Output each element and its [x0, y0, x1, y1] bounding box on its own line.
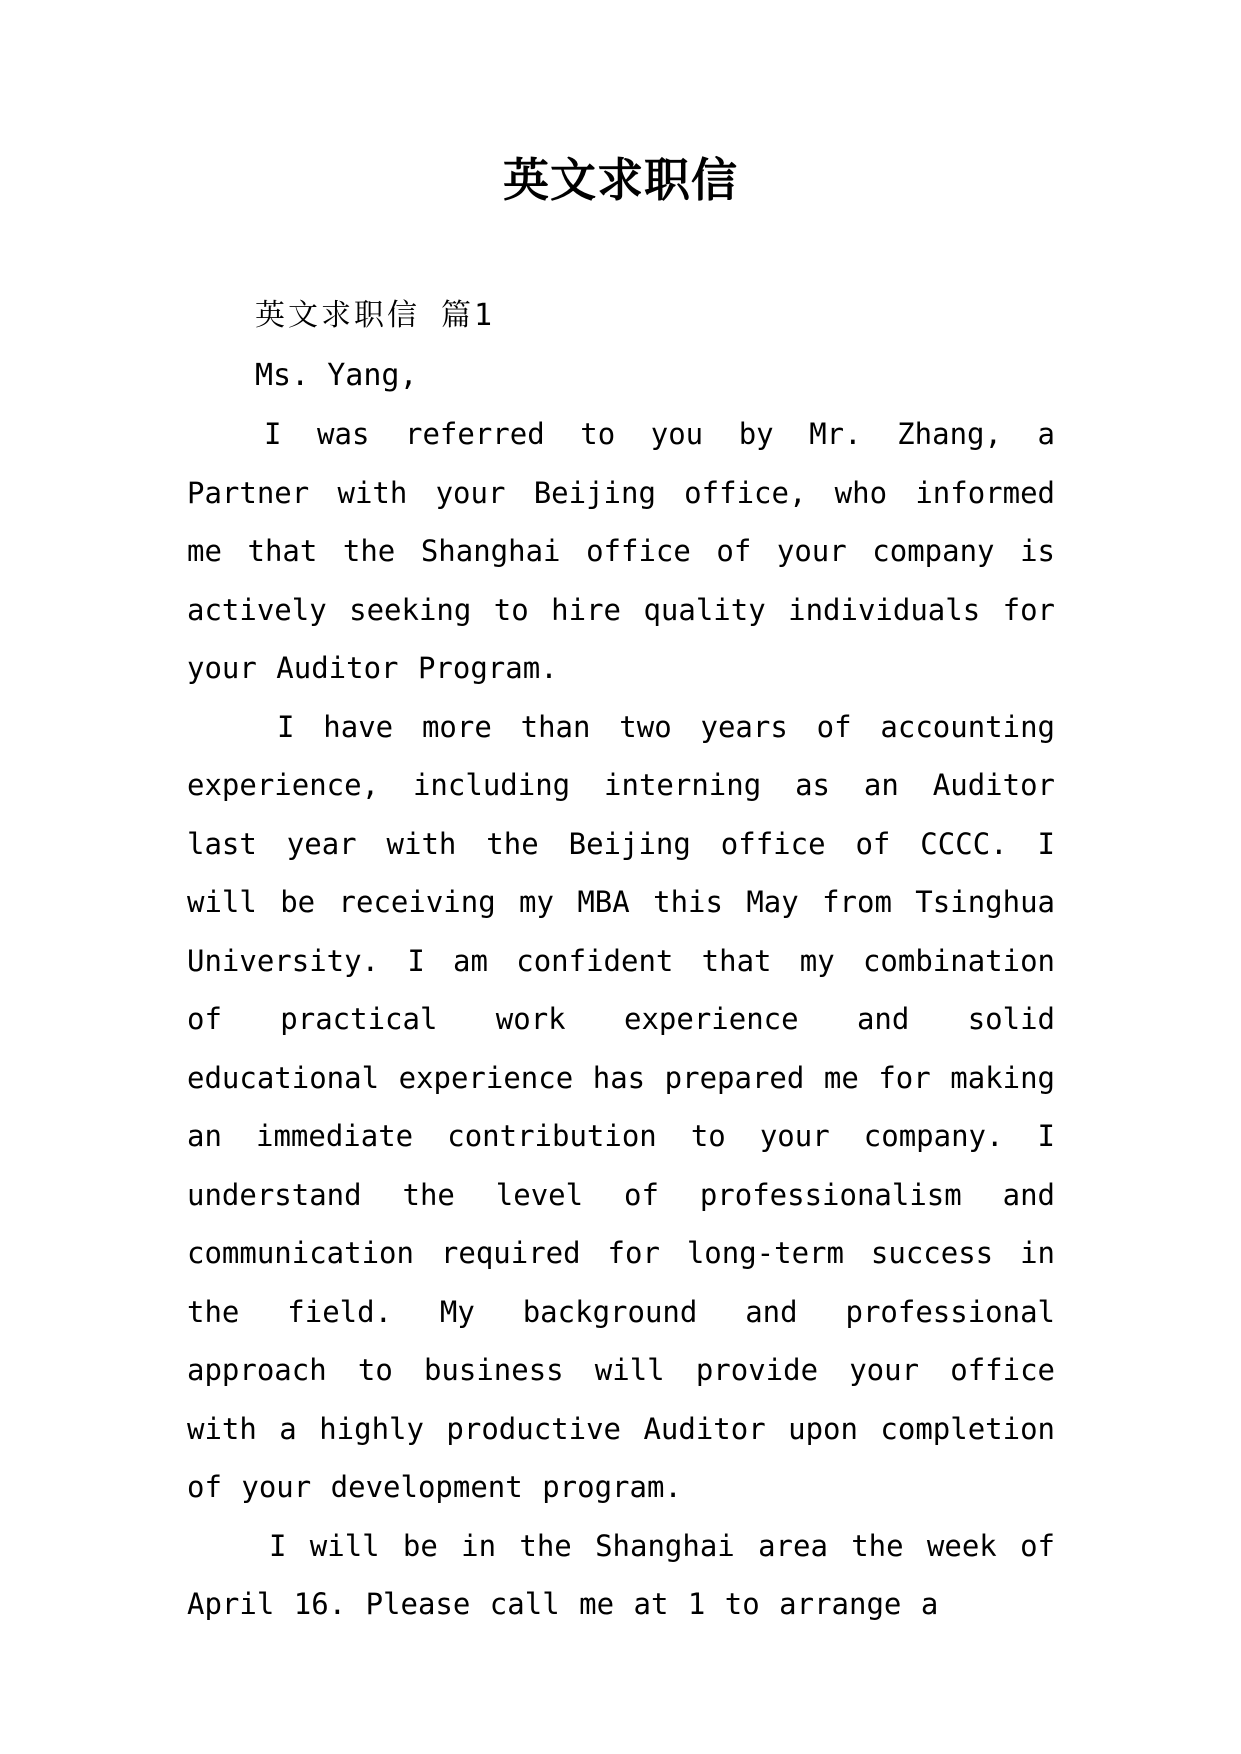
document-title: 英文求职信: [503, 153, 738, 207]
paragraph-2: I have more than two years of accounting experience, including interning as an Auditor last year with the Beijing office of CCCC. I will be receiving my MBA this May from Tsinghua University. I am confident that my combination of practical work experience and solid educational experience has prepared me for making an immediate contribution to your company. I understand the level of professionalism and communication required for long-term success in the field. My background and professional approach to business will provide your office with a highly productive Auditor upon completion of your development program.: [187, 709, 1055, 1504]
letter-body: [187, 405, 1055, 1634]
paragraph-1: I was referred to you by Mr. Zhang, a Partner with your Beijing office, who informed me that the Shanghai office of your company is actively seeking to hire quality individuals for your Auditor Program.: [187, 417, 1055, 685]
paragraph-3: I will be in the Shanghai area the week of April 16. Please call me at 1 to arrange a: [187, 1528, 1055, 1621]
salutation: Ms. Yang,: [255, 358, 418, 393]
section-heading: 英文求职信 篇1: [255, 298, 496, 333]
